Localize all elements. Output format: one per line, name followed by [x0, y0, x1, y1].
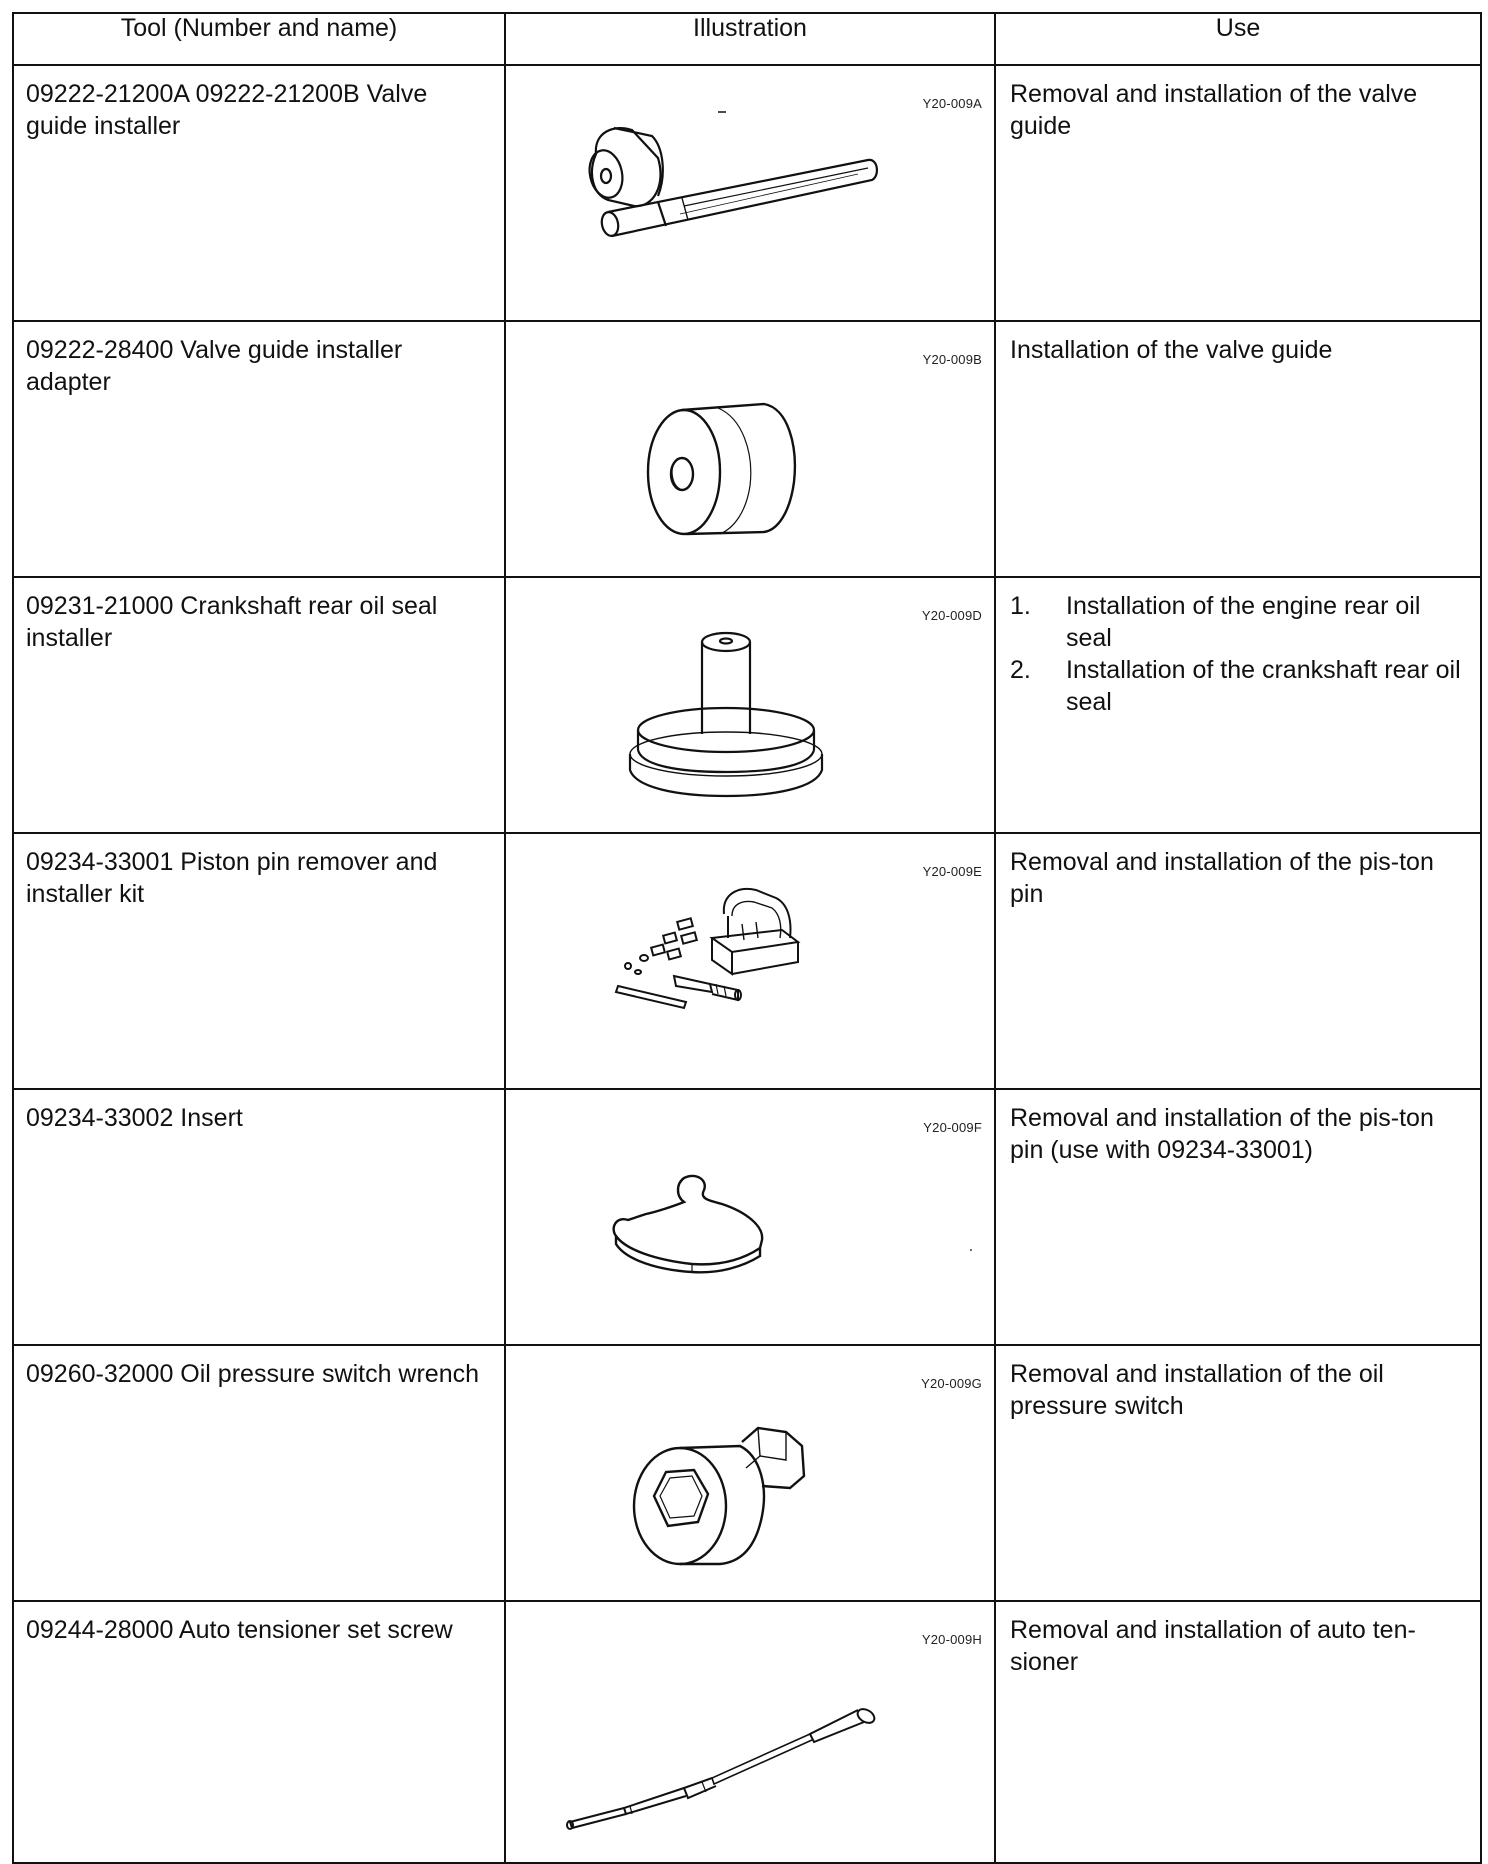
- table-row: [13, 321, 1481, 577]
- oil-pressure-switch-wrench-illustration: [506, 1346, 996, 1602]
- tool-use: Removal and installation of auto ten-sioner: [995, 1601, 1481, 1863]
- tool-name: 09222-21200A 09222-21200B Valve guide installer: [13, 65, 505, 321]
- illustration-cell: [505, 577, 995, 833]
- tool-name: 09231-21000 Crankshaft rear oil seal installer: [13, 577, 505, 833]
- header-use: Use: [995, 13, 1481, 65]
- tool-use: Installation of the valve guide: [995, 321, 1481, 577]
- tool-use: Removal and installation of the pis-ton pin (use with 09234-33001): [995, 1089, 1481, 1345]
- table-row: [13, 833, 1481, 1089]
- header-tool: Tool (Number and name): [13, 13, 505, 65]
- list-text: Installation of the engine rear oil seal: [1066, 592, 1421, 652]
- illustration-cell: [505, 321, 995, 577]
- figure-code: Y20-009H: [921, 1632, 982, 1647]
- tool-name: 09260-32000 Oil pressure switch wrench: [13, 1345, 505, 1601]
- auto-tensioner-screw-illustration: [506, 1602, 996, 1858]
- figure-code: Y20-009A: [922, 96, 982, 111]
- use-list: [1010, 590, 1468, 718]
- oil-seal-installer-illustration: [506, 578, 996, 834]
- header-illustration: Illustration: [505, 13, 995, 65]
- valve-guide-adapter-illustration: [506, 322, 996, 578]
- special-tools-table: [12, 12, 1482, 1864]
- illustration-cell: [505, 833, 995, 1089]
- illustration-cell: [505, 1089, 995, 1345]
- illustration-cell: [505, 1601, 995, 1863]
- piston-pin-kit-illustration: [506, 834, 996, 1090]
- table-row: [13, 1601, 1481, 1863]
- valve-guide-installer-illustration: [506, 66, 996, 322]
- figure-code: Y20-009D: [921, 608, 982, 623]
- insert-illustration: [506, 1090, 996, 1346]
- table-row: [13, 1089, 1481, 1345]
- tool-use: Removal and installation of the valve guide: [995, 65, 1481, 321]
- table-row: [13, 65, 1481, 321]
- tool-use: Removal and installation of the oil pressure switch: [995, 1345, 1481, 1601]
- tool-name: 09234-33001 Piston pin remover and installer kit: [13, 833, 505, 1089]
- list-item: [1010, 654, 1468, 718]
- header-row: [13, 13, 1481, 65]
- tool-use: Removal and installation of the pis-ton pin: [995, 833, 1481, 1089]
- tool-use: [995, 577, 1481, 833]
- illustration-cell: [505, 1345, 995, 1601]
- tool-name: 09234-33002 Insert: [13, 1089, 505, 1345]
- list-number: 2.: [1010, 656, 1031, 684]
- tool-name: 09244-28000 Auto tensioner set screw: [13, 1601, 505, 1863]
- tool-name: 09222-28400 Valve guide installer adapter: [13, 321, 505, 577]
- figure-code: Y20-009F: [923, 1120, 982, 1135]
- list-number: 1.: [1010, 592, 1031, 620]
- illustration-cell: [505, 65, 995, 321]
- list-text: Installation of the crankshaft rear oil seal: [1066, 656, 1461, 716]
- table-row: [13, 1345, 1481, 1601]
- figure-code: Y20-009G: [921, 1376, 982, 1391]
- list-item: [1010, 590, 1468, 654]
- table-row: [13, 577, 1481, 833]
- figure-code: Y20-009B: [922, 352, 982, 367]
- figure-code: Y20-009E: [922, 864, 982, 879]
